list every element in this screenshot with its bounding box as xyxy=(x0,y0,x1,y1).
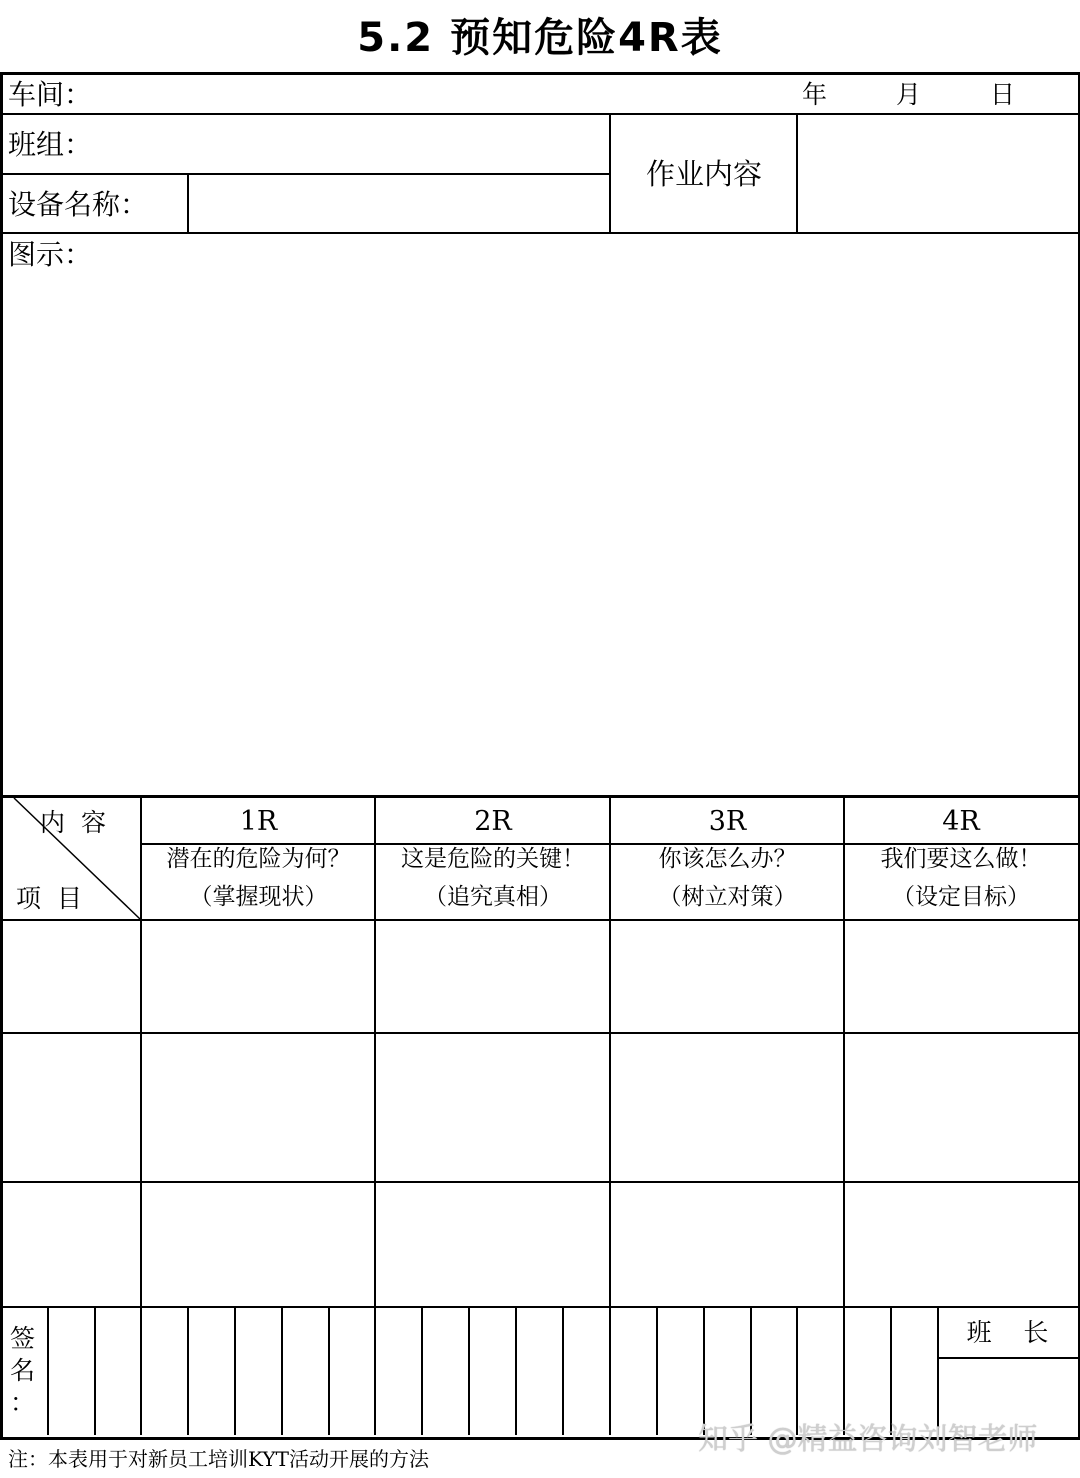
col-3r-code: 3R xyxy=(708,806,747,837)
col-2r-sub: （追究真相） xyxy=(424,884,562,910)
col-3r-question: 你该怎么办？ xyxy=(658,846,797,872)
col-divider xyxy=(374,796,376,1307)
team-leader-label: 班 长 xyxy=(966,1318,1049,1347)
col-4r-question: 我们要这么做！ xyxy=(880,846,1042,872)
sign-label-char: 签 xyxy=(10,1324,36,1353)
sign-divider xyxy=(656,1307,658,1435)
corner-bottom-label: 项 目 xyxy=(16,884,86,913)
sign-label-char: 名 xyxy=(10,1356,36,1385)
sign-label-char: ： xyxy=(10,1388,36,1417)
row-divider xyxy=(0,1306,1078,1308)
sign-divider xyxy=(609,1307,611,1435)
year-label: 年 xyxy=(802,80,828,109)
sign-divider xyxy=(234,1307,236,1435)
col-1r-code: 1R xyxy=(239,806,278,837)
sign-divider xyxy=(374,1307,376,1435)
col-3r-sub: （树立对策） xyxy=(658,884,797,910)
row-divider xyxy=(0,1032,1078,1034)
team-field[interactable] xyxy=(90,115,608,172)
corner-top-label: 内 容 xyxy=(40,808,110,837)
row-divider xyxy=(0,1181,1078,1183)
sign-divider xyxy=(47,1307,49,1435)
sign-divider xyxy=(94,1307,96,1435)
work-content-label: 作业内容 xyxy=(645,157,762,191)
row-divider xyxy=(0,795,1078,798)
sign-divider xyxy=(328,1307,330,1435)
row-divider xyxy=(0,232,1078,234)
sign-divider xyxy=(421,1307,423,1435)
diagram-label: 图示： xyxy=(8,238,93,271)
sign-divider xyxy=(140,1307,142,1435)
work-content-field[interactable] xyxy=(799,115,1075,231)
month-label: 月 xyxy=(896,80,922,109)
watermark: 知乎 @精益咨询刘智老师 xyxy=(698,1422,1038,1457)
sign-divider xyxy=(468,1307,470,1435)
diagram-area[interactable] xyxy=(3,275,1075,793)
footer-note: 注：本表用于对新员工培训KYT活动开展的方法 xyxy=(8,1447,429,1471)
col-1r-question: 潜在的危险为何？ xyxy=(166,846,351,872)
col-divider xyxy=(843,796,845,1307)
col-2r-code: 2R xyxy=(474,806,512,837)
equipment-label: 设备名称： xyxy=(8,188,149,221)
col-1r-sub: （掌握现状） xyxy=(189,884,328,910)
col-divider xyxy=(187,173,189,233)
workshop-field[interactable] xyxy=(90,75,790,112)
day-label: 日 xyxy=(990,80,1016,109)
col-2r-question: 这是危险的关键！ xyxy=(401,846,585,872)
col-divider xyxy=(609,796,611,1307)
workshop-label: 车间： xyxy=(8,78,93,111)
sign-divider xyxy=(562,1307,564,1435)
equipment-field[interactable] xyxy=(190,175,608,231)
sign-divider xyxy=(281,1307,283,1435)
col-4r-sub: （设定目标） xyxy=(892,884,1030,910)
sign-divider xyxy=(187,1307,189,1435)
row-divider xyxy=(0,919,1078,921)
col-4r-code: 4R xyxy=(942,806,980,837)
team-label: 班组： xyxy=(8,128,93,161)
page-title: 5.2 预知危险4R表 xyxy=(357,15,723,61)
row-divider xyxy=(937,1357,1078,1359)
sign-divider xyxy=(515,1307,517,1435)
